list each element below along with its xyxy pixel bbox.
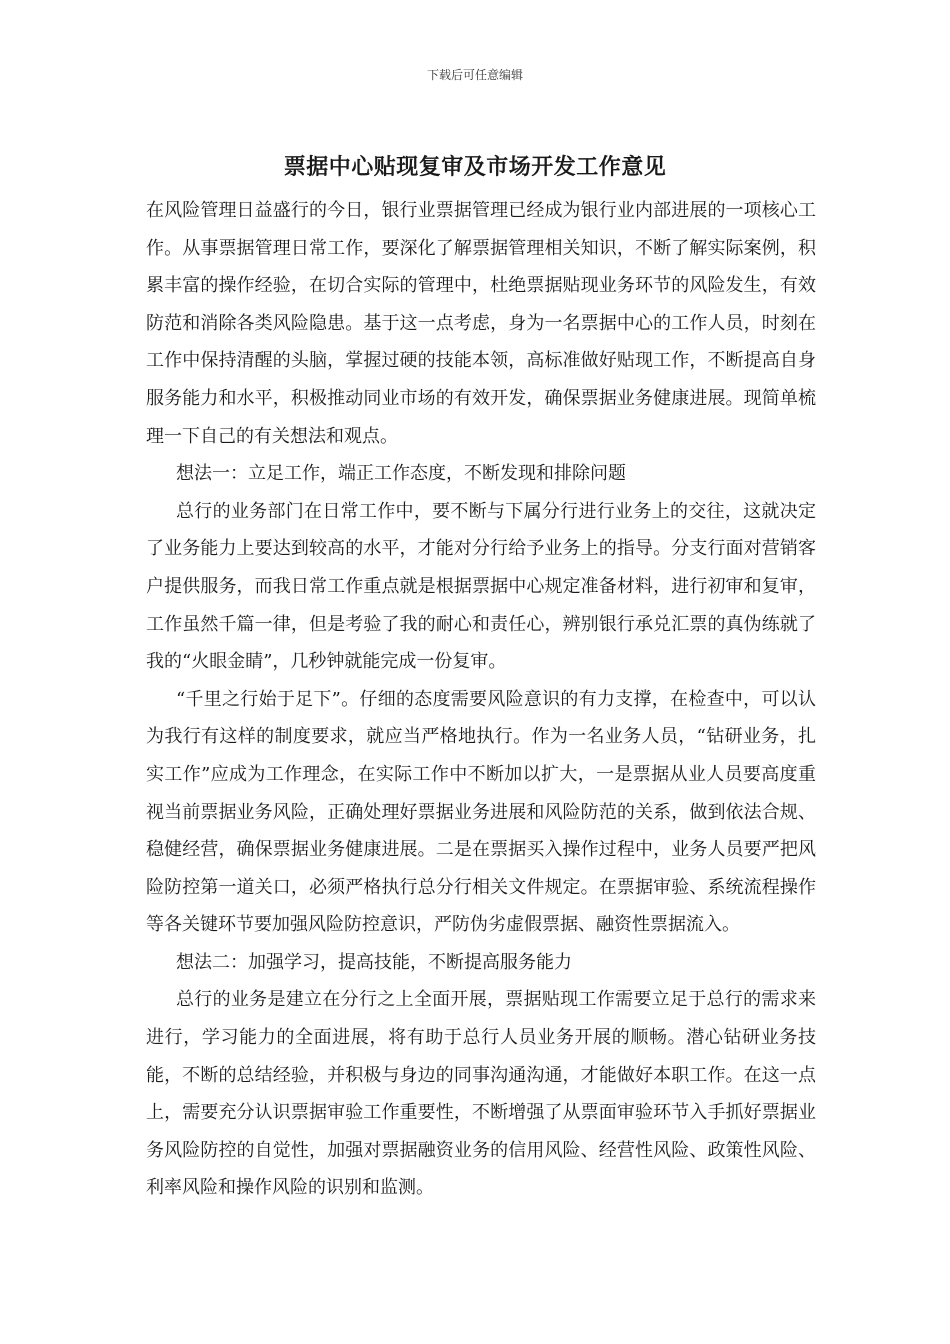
document-body (146, 192, 816, 1207)
section-heading-idea-2: 想法二：加强学习，提高技能，不断提高服务能力 (176, 951, 572, 973)
page-title: 票据中心贴现复审及市场开发工作意见 (283, 154, 667, 180)
section-heading-idea-1: 想法一：立足工作，端正工作态度，不断发现和排除问题 (176, 463, 626, 485)
body-paragraph: 总行的业务是建立在分行之上全面开展，票据贴现工作需要立足于总行的需求来进行，学习能力的全面进展，将有助于总行人员业务开展的顺畅。潜心钻研业务技能，不断的总结经验，并积极与身边的同事沟通沟通，才能做好本职工作。在这一点上，需要充分认识票据审验工作重要性，不断增强了从票面审验环节入手抓好票据业务风险防控的自觉性，加强对票据融资业务的信用风险、经营性风险、政策性风险、利率风险和操作风险的识别和监测。 (146, 989, 816, 1199)
body-paragraph: 总行的业务部门在日常工作中，要不断与下属分行进行业务上的交往，这就决定了业务能力上要达到较高的水平，才能对分行给予业务上的指导。分支行面对营销客户提供服务，而我日常工作重点就是根据票据中心规定准备材料，进行初审和复审，工作虽然千篇一律，但是考验了我的耐心和责任心，辨别银行承兑汇票的真伪练就了我的“火眼金睛”，几秒钟就能完成一份复审。 (146, 500, 816, 673)
intro-paragraph: 在风险管理日益盛行的今日，银行业票据管理已经成为银行业内部进展的一项核心工作。从事票据管理日常工作，要深化了解票据管理相关知识，不断了解实际案例，积累丰富的操作经验，在切合实际的管理中，杜绝票据贴现业务环节的风险发生，有效防范和消除各类风险隐患。基于这一点考虑，身为一名票据中心的工作人员，时刻在工作中保持清醒的头脑，掌握过硬的技能本领，高标准做好贴现工作，不断提高自身服务能力和水平，积极推动同业市场的有效开发，确保票据业务健康进展。现简单梳理一下自己的有关想法和观点。 (146, 200, 816, 447)
header-note: 下载后可任意编辑 (426, 68, 523, 82)
body-paragraph: “千里之行始于足下”。仔细的态度需要风险意识的有力支撑，在检查中，可以认为我行有这样的制度要求，就应当严格地执行。作为一名业务人员，“钻研业务，扎实工作”应成为工作理念，在实际工作中不断加以扩大，一是票据从业人员要高度重视当前票据业务风险，正确处理好票据业务进展和风险防范的关系，做到依法合规、稳健经营，确保票据业务健康进展。二是在票据买入操作过程中，业务人员要严把风险防控第一道关口，必须严格执行总分行相关文件规定。在票据审验、系统流程操作等各关键环节要加强风险防控意识，严防伪劣虚假票据、融资性票据流入。 (146, 688, 816, 936)
